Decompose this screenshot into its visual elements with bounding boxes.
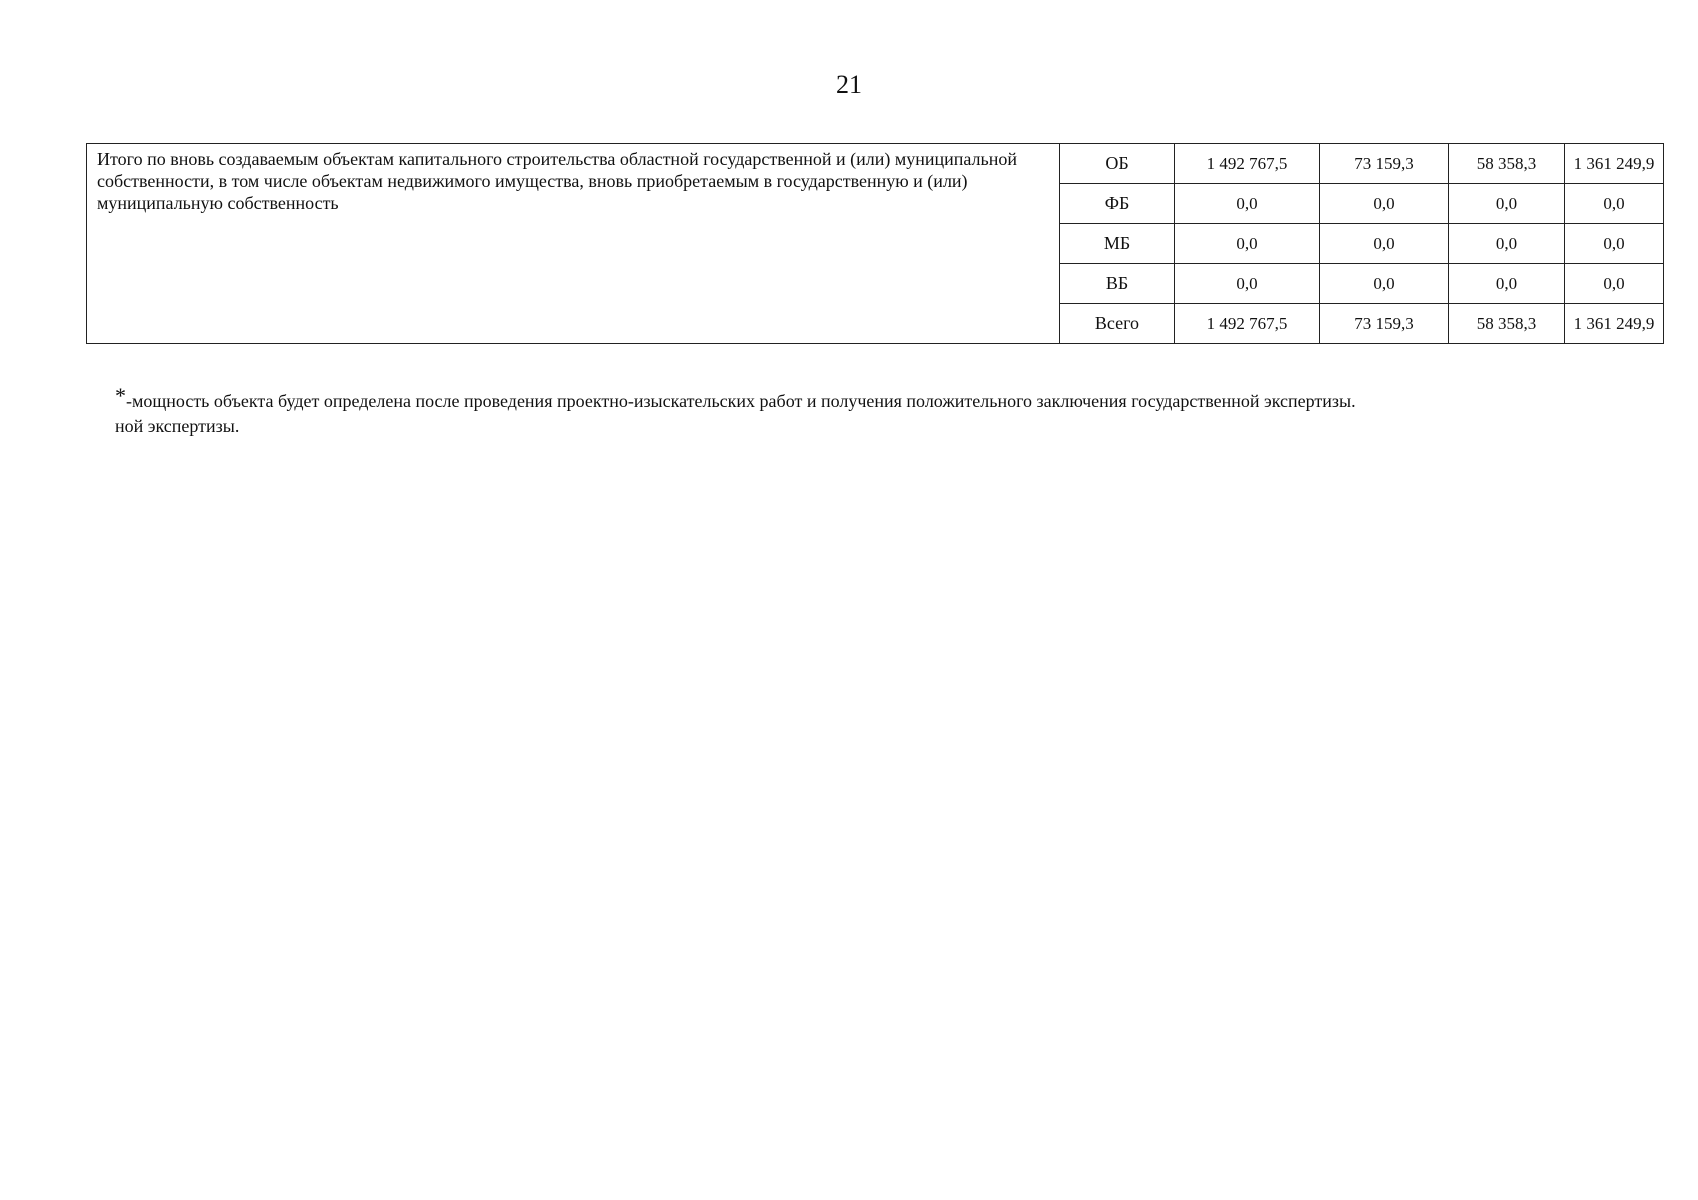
table-row [87, 144, 1664, 184]
amount-year1-cell: 73 159,3 [1320, 144, 1449, 184]
funding-source-ob: ОБ [1060, 144, 1175, 184]
amount-year1-cell: 73 159,3 [1320, 304, 1449, 344]
funding-source-fb: ФБ [1060, 184, 1175, 224]
amount-year3-cell: 1 361 249,9 [1565, 304, 1664, 344]
amount-year1-cell: 0,0 [1320, 224, 1449, 264]
footnote-line-2: ной экспертизы. [115, 416, 240, 436]
amount-year1-cell: 0,0 [1320, 264, 1449, 304]
amount-year2-cell: 58 358,3 [1449, 304, 1565, 344]
amount-year2-cell: 0,0 [1449, 224, 1565, 264]
amount-total-cell: 0,0 [1175, 264, 1320, 304]
amount-year3-cell: 0,0 [1565, 264, 1664, 304]
amount-year3-cell: 0,0 [1565, 184, 1664, 224]
total-description-cell: Итого по вновь создаваемым объектам капитального строительства областной государственной и (или) муниципальной собственности, в том числе объектам недвижимого имущества, вновь приобретаемым в государственную и (или) муниципальную собственность [87, 144, 1060, 344]
footnote-text: -мощность объекта будет определена после проведения проектно-изыскательских работ и получения положительного заключения государственной экспертизы. [126, 391, 1356, 411]
footnote-marker: * [115, 383, 126, 408]
funding-source-mb: МБ [1060, 224, 1175, 264]
amount-year2-cell: 58 358,3 [1449, 144, 1565, 184]
amount-total-cell: 0,0 [1175, 184, 1320, 224]
amount-year1-cell: 0,0 [1320, 184, 1449, 224]
amount-total-cell: 1 492 767,5 [1175, 144, 1320, 184]
funding-source-vb: ВБ [1060, 264, 1175, 304]
page-number: 21 [836, 70, 862, 99]
amount-year2-cell: 0,0 [1449, 264, 1565, 304]
amount-total-cell: 0,0 [1175, 224, 1320, 264]
amount-year2-cell: 0,0 [1449, 184, 1565, 224]
footnote-line-1 [115, 383, 1615, 414]
amount-year3-cell: 0,0 [1565, 224, 1664, 264]
amount-year3-cell: 1 361 249,9 [1565, 144, 1664, 184]
funding-table [86, 143, 1664, 344]
amount-total-cell: 1 492 767,5 [1175, 304, 1320, 344]
funding-source-total: Всего [1060, 304, 1175, 344]
footnote [115, 383, 1615, 439]
